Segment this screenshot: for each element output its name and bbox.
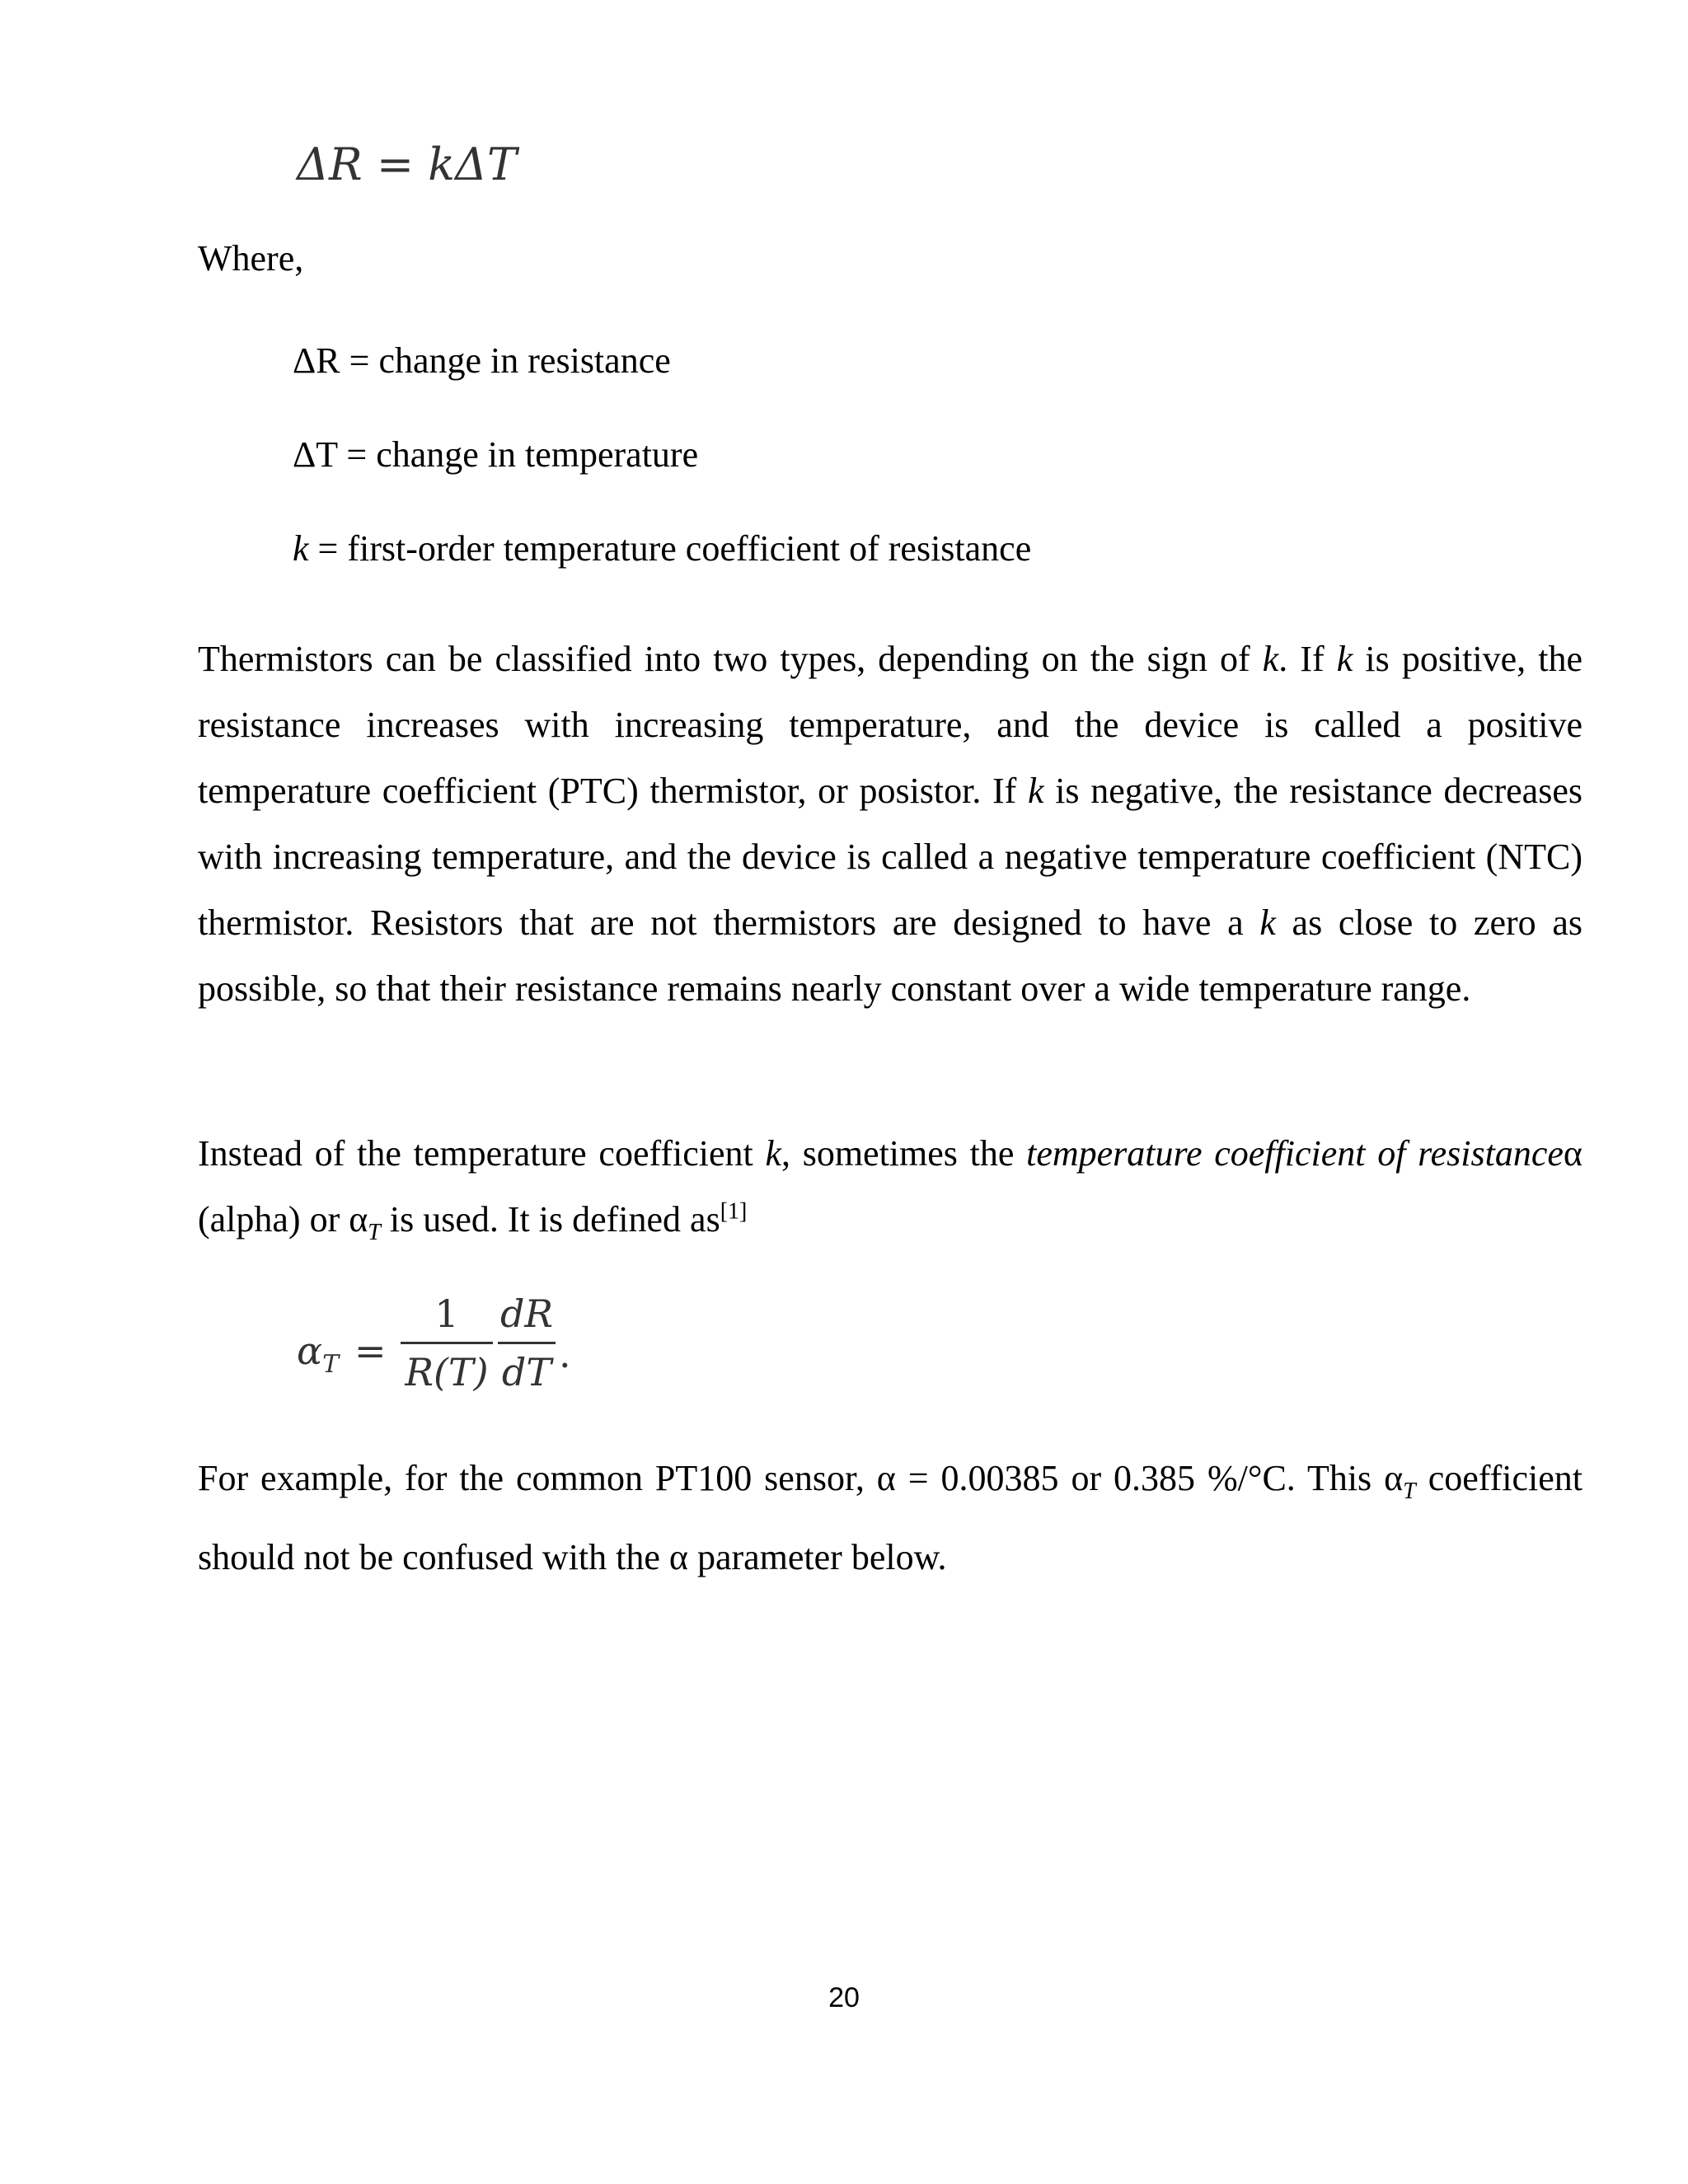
where-label: Where, [198, 238, 304, 279]
subscript-t: T [368, 1219, 381, 1245]
equation-lhs: ΔR [297, 138, 363, 190]
definition-symbol: ΔT [293, 434, 338, 475]
denominator-text: R(T) [405, 1350, 489, 1394]
equation-delta-r [297, 138, 517, 190]
fraction-denominator [401, 1344, 493, 1400]
alpha-symbol: α [297, 1329, 323, 1373]
equation-lhs [297, 1329, 339, 1379]
variable-k: k [1262, 639, 1279, 679]
definition-delta-r [293, 340, 671, 382]
definition-symbol: k [293, 528, 309, 569]
definition-symbol: ΔR [293, 340, 340, 381]
citation-link[interactable]: [1] [720, 1198, 748, 1225]
paragraph-text: Thermistors can be classified into two types, depending on the sign of [198, 639, 1263, 679]
definition-delta-t [293, 434, 698, 476]
subscript-t: T [322, 1350, 340, 1380]
paragraph-text: , sometimes the [781, 1133, 1027, 1174]
variable-k: k [1028, 771, 1044, 811]
paragraph-thermistor-types [198, 626, 1582, 1022]
paragraph-text: coefficient should not be confused with the α parameter below. [198, 1458, 1582, 1577]
definition-text: = change in temperature [337, 434, 699, 475]
definition-text: = change in resistance [340, 340, 671, 381]
subscript-t: T [1403, 1478, 1416, 1504]
fraction-denominator [498, 1344, 556, 1400]
paragraph-text: is used. It is defined as [380, 1199, 720, 1240]
denominator-text: dT [501, 1350, 552, 1394]
paragraph-text: is positive, the resistance increases with increasing temperature, and the device is called a positive temperature coefficient (PTC) thermistor, or posistor. If [198, 639, 1582, 811]
paragraph-text: For example, for the common PT100 sensor, α = 0.00385 or 0.385 %/°C. This α [198, 1458, 1404, 1498]
page-number: 20 [828, 1982, 860, 2013]
paragraph-text: . If [1278, 639, 1337, 679]
variable-k: k [765, 1133, 781, 1174]
paragraph-alpha-definition [198, 1121, 1582, 1266]
equation-period: . [559, 1332, 571, 1376]
numerator-text: dR [499, 1291, 554, 1336]
paragraph-text: is negative, the resistance decreases with increasing temperature, and the device is called a negative temperature coefficient (NTC) thermistor. Resistors that are not thermistors are designed to have a [198, 771, 1582, 943]
paragraph-pt100-example [198, 1446, 1582, 1591]
paragraph-text: α (alpha) or α [198, 1133, 1582, 1240]
variable-k: k [1259, 902, 1276, 943]
equation-equals: = [354, 1329, 387, 1373]
paragraph-text: Instead of the temperature coefficient [198, 1133, 766, 1174]
fraction-numerator [498, 1286, 556, 1342]
fraction-dr-dt [498, 1286, 556, 1400]
paragraph-text: as close to zero as possible, so that their resistance remains nearly constant over a wide temperature range. [198, 902, 1582, 1009]
equation-equals: = [376, 138, 415, 190]
definition-text: = first-order temperature coefficient of resistance [308, 528, 1032, 569]
equation-rhs: kΔT [428, 138, 517, 190]
variable-k: k [1336, 639, 1353, 679]
definition-k [293, 527, 1031, 569]
italic-term: temperature coefficient of resistance [1026, 1133, 1564, 1174]
fraction-one-over-r [401, 1286, 493, 1400]
fraction-numerator: 1 [434, 1291, 459, 1336]
